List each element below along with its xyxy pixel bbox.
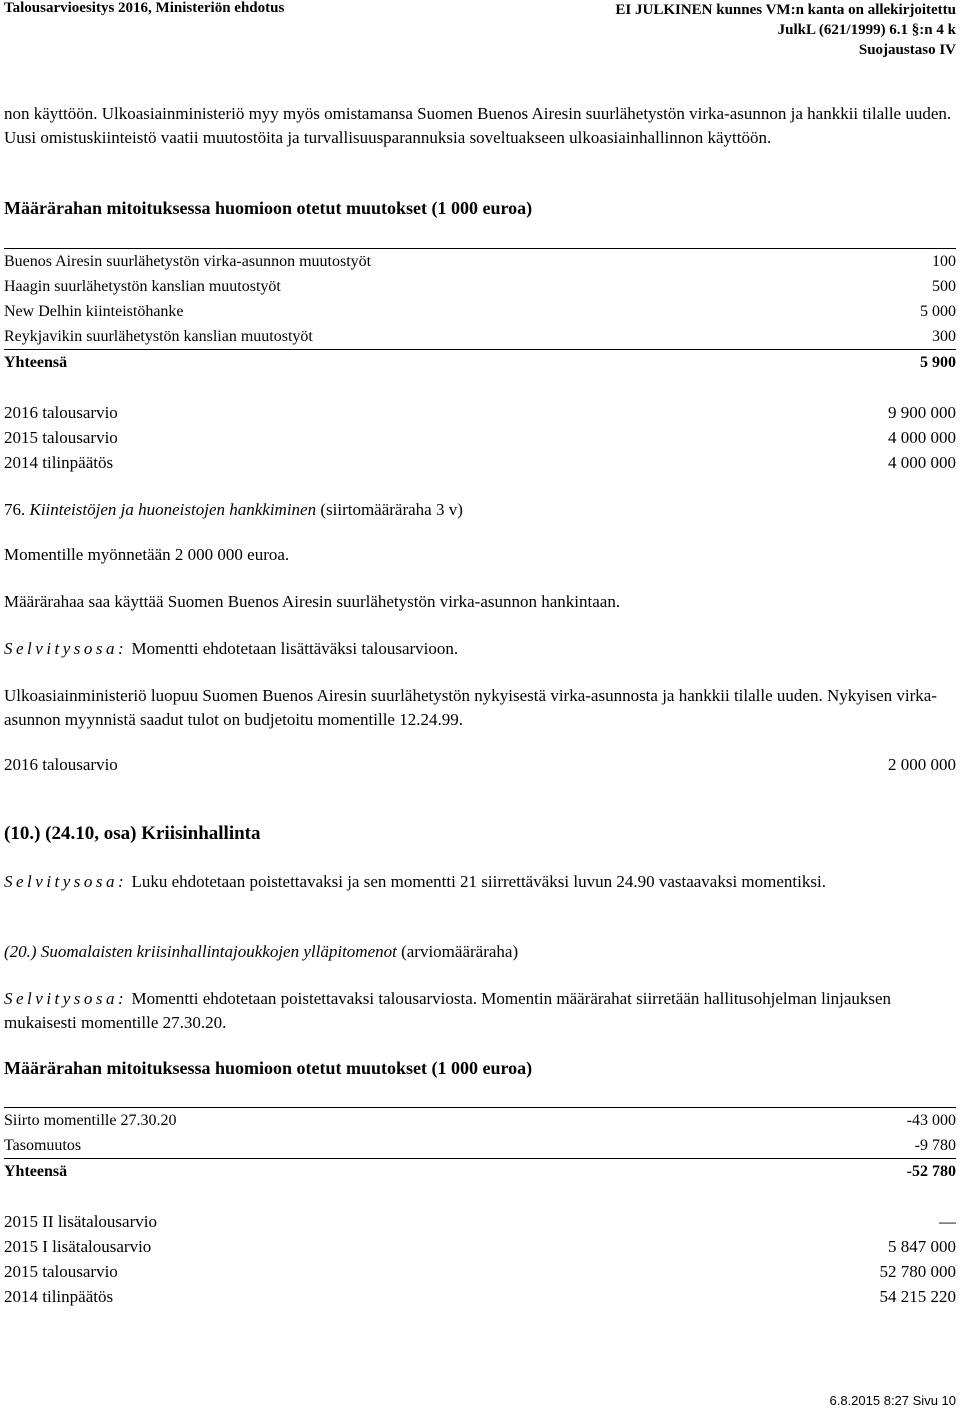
total-row xyxy=(4,1158,956,1184)
row-label: Reykjavikin suurlähetystön kanslian muutostyöt xyxy=(4,328,313,345)
total-row xyxy=(4,349,956,375)
row-label: Haagin suurlähetystön kanslian muutostyöt xyxy=(4,278,281,295)
confidentiality-notice xyxy=(615,0,956,60)
budget-label: 2014 tilinpäätös xyxy=(4,453,114,472)
table1-title: Määrärahan mitoituksessa huomioon otetut muutokset (1 000 euroa) xyxy=(4,198,533,218)
confidentiality-line-1: EI JULKINEN kunnes VM:n kanta on allekirjoitettu xyxy=(615,2,956,18)
section-number: (20.) xyxy=(4,942,37,961)
budget-value: 5 847 000 xyxy=(888,1237,956,1256)
table-row xyxy=(4,248,956,274)
section-20-selvitys xyxy=(4,987,956,1035)
row-value: -43 000 xyxy=(906,1112,956,1129)
row-label: New Delhin kiinteistöhanke xyxy=(4,303,184,320)
table-row xyxy=(4,299,956,324)
row-value: -9 780 xyxy=(914,1137,956,1154)
selvitys-label: Selvitysosa: xyxy=(4,989,128,1008)
selvitys-text: Momentti ehdotetaan lisättäväksi talousarvioon. xyxy=(131,639,459,658)
row-value: 300 xyxy=(932,328,956,345)
budget-value: 4 000 000 xyxy=(888,453,956,472)
budget-value: 2 000 000 xyxy=(888,755,956,774)
budget-row xyxy=(4,425,956,450)
section-number: 76. xyxy=(4,500,26,519)
page-footer: 6.8.2015 8:27 Sivu 10 xyxy=(829,1393,956,1408)
intro-paragraph: non käyttöön. Ulkoasiainministeriö myy myös omistamansa Suomen Buenos Airesin suurlähetystön virka-asunnon ja hankkii tilalle uuden. Uusi omistuskiinteistö vaatii muutostöita ja turvallisuusparannuksia soveltuakseen ulkoasiainhallinnon käyttöön. xyxy=(4,104,952,147)
selvitys-label: Selvitysosa: xyxy=(4,872,128,891)
row-value: 5 000 xyxy=(920,303,956,320)
row-value: 500 xyxy=(932,278,956,295)
row-label: Tasomuutos xyxy=(4,1137,82,1154)
budget-row xyxy=(4,450,956,475)
document-title: Talousarvioesitys 2016, Ministeriön ehdotus xyxy=(4,0,285,16)
selvitys-text: Momentti ehdotetaan poistettavaksi talousarviosta. Momentin määrärahat siirretään hallitusohjelman linjauksen mukaisesti momentille 27.30.20. xyxy=(4,989,892,1032)
budget-table-1 xyxy=(4,400,956,475)
budget-label: 2016 talousarvio xyxy=(4,755,118,774)
selvitys-label: Selvitysosa: xyxy=(4,639,128,658)
kriisinhallinta-selvitys xyxy=(4,870,956,894)
selvitys-text: Luku ehdotetaan poistettavaksi ja sen momentti 21 siirrettäväksi luvun 24.90 vastaavaksi momentiksi. xyxy=(131,872,826,891)
section-76-heading xyxy=(4,498,956,522)
section-20-heading xyxy=(4,940,956,964)
row-label: Buenos Airesin suurlähetystön virka-asunnon muutostyöt xyxy=(4,253,372,270)
confidentiality-line-2: JulkL (621/1999) 6.1 §:n 4 k xyxy=(777,22,956,38)
budget-row xyxy=(4,400,956,425)
section-76-paragraph-2: Määrärahaa saa käyttää Suomen Buenos Airesin suurlähetystön virka-asunnon hankintaan. xyxy=(4,592,621,611)
total-label: Yhteensä xyxy=(4,354,68,371)
total-label: Yhteensä xyxy=(4,1163,68,1180)
row-label: Siirto momentille 27.30.20 xyxy=(4,1112,177,1129)
section-title: Suomalaisten kriisinhallintajoukkojen ylläpitomenot xyxy=(40,942,397,961)
budget-row xyxy=(4,1259,956,1284)
row-value: 100 xyxy=(932,253,956,270)
changes-table-1 xyxy=(4,248,956,375)
section-76-budget-row xyxy=(4,753,956,777)
budget-label: 2015 talousarvio xyxy=(4,428,118,447)
section-kriisinhallinta-heading: (10.) (24.10, osa) Kriisinhallinta xyxy=(4,823,261,844)
budget-table-2 xyxy=(4,1209,956,1309)
section-suffix: (arviomääräraha) xyxy=(401,942,519,961)
budget-row xyxy=(4,1234,956,1259)
budget-label: 2015 talousarvio xyxy=(4,1262,118,1281)
section-suffix: (siirtomääräraha 3 v) xyxy=(320,500,463,519)
budget-label: 2014 tilinpäätös xyxy=(4,1287,114,1306)
section-76-selvitys xyxy=(4,637,956,661)
changes-table-2 xyxy=(4,1107,956,1184)
section-76-paragraph-3: Ulkoasiainministeriö luopuu Suomen Buenos Airesin suurlähetystön nykyisestä virka-asunnosta ja hankkii tilalle uuden. Nykyisen virka-asunnon myynnistä saadut tulot on budjetoitu momentille 12.24.99. xyxy=(4,686,937,729)
budget-value: 54 215 220 xyxy=(879,1287,956,1306)
budget-value: — xyxy=(939,1212,956,1231)
total-value: 5 900 xyxy=(920,354,956,371)
budget-row xyxy=(4,1209,956,1234)
table-row xyxy=(4,1133,956,1158)
budget-row xyxy=(4,1284,956,1309)
section-76-paragraph-1: Momentille myönnetään 2 000 000 euroa. xyxy=(4,545,290,564)
table-row xyxy=(4,324,956,349)
budget-value: 52 780 000 xyxy=(879,1262,956,1281)
section-title: Kiinteistöjen ja huoneistojen hankkiminen xyxy=(29,500,317,519)
table-row xyxy=(4,1107,956,1133)
table-row xyxy=(4,274,956,299)
budget-label: 2016 talousarvio xyxy=(4,403,118,422)
budget-value: 4 000 000 xyxy=(888,428,956,447)
table2-title: Määrärahan mitoituksessa huomioon otetut muutokset (1 000 euroa) xyxy=(4,1058,533,1078)
budget-value: 9 900 000 xyxy=(888,403,956,422)
budget-label: 2015 II lisätalousarvio xyxy=(4,1212,157,1231)
budget-label: 2015 I lisätalousarvio xyxy=(4,1237,152,1256)
total-value: -52 780 xyxy=(906,1163,956,1180)
confidentiality-line-3: Suojaustaso IV xyxy=(858,42,956,58)
